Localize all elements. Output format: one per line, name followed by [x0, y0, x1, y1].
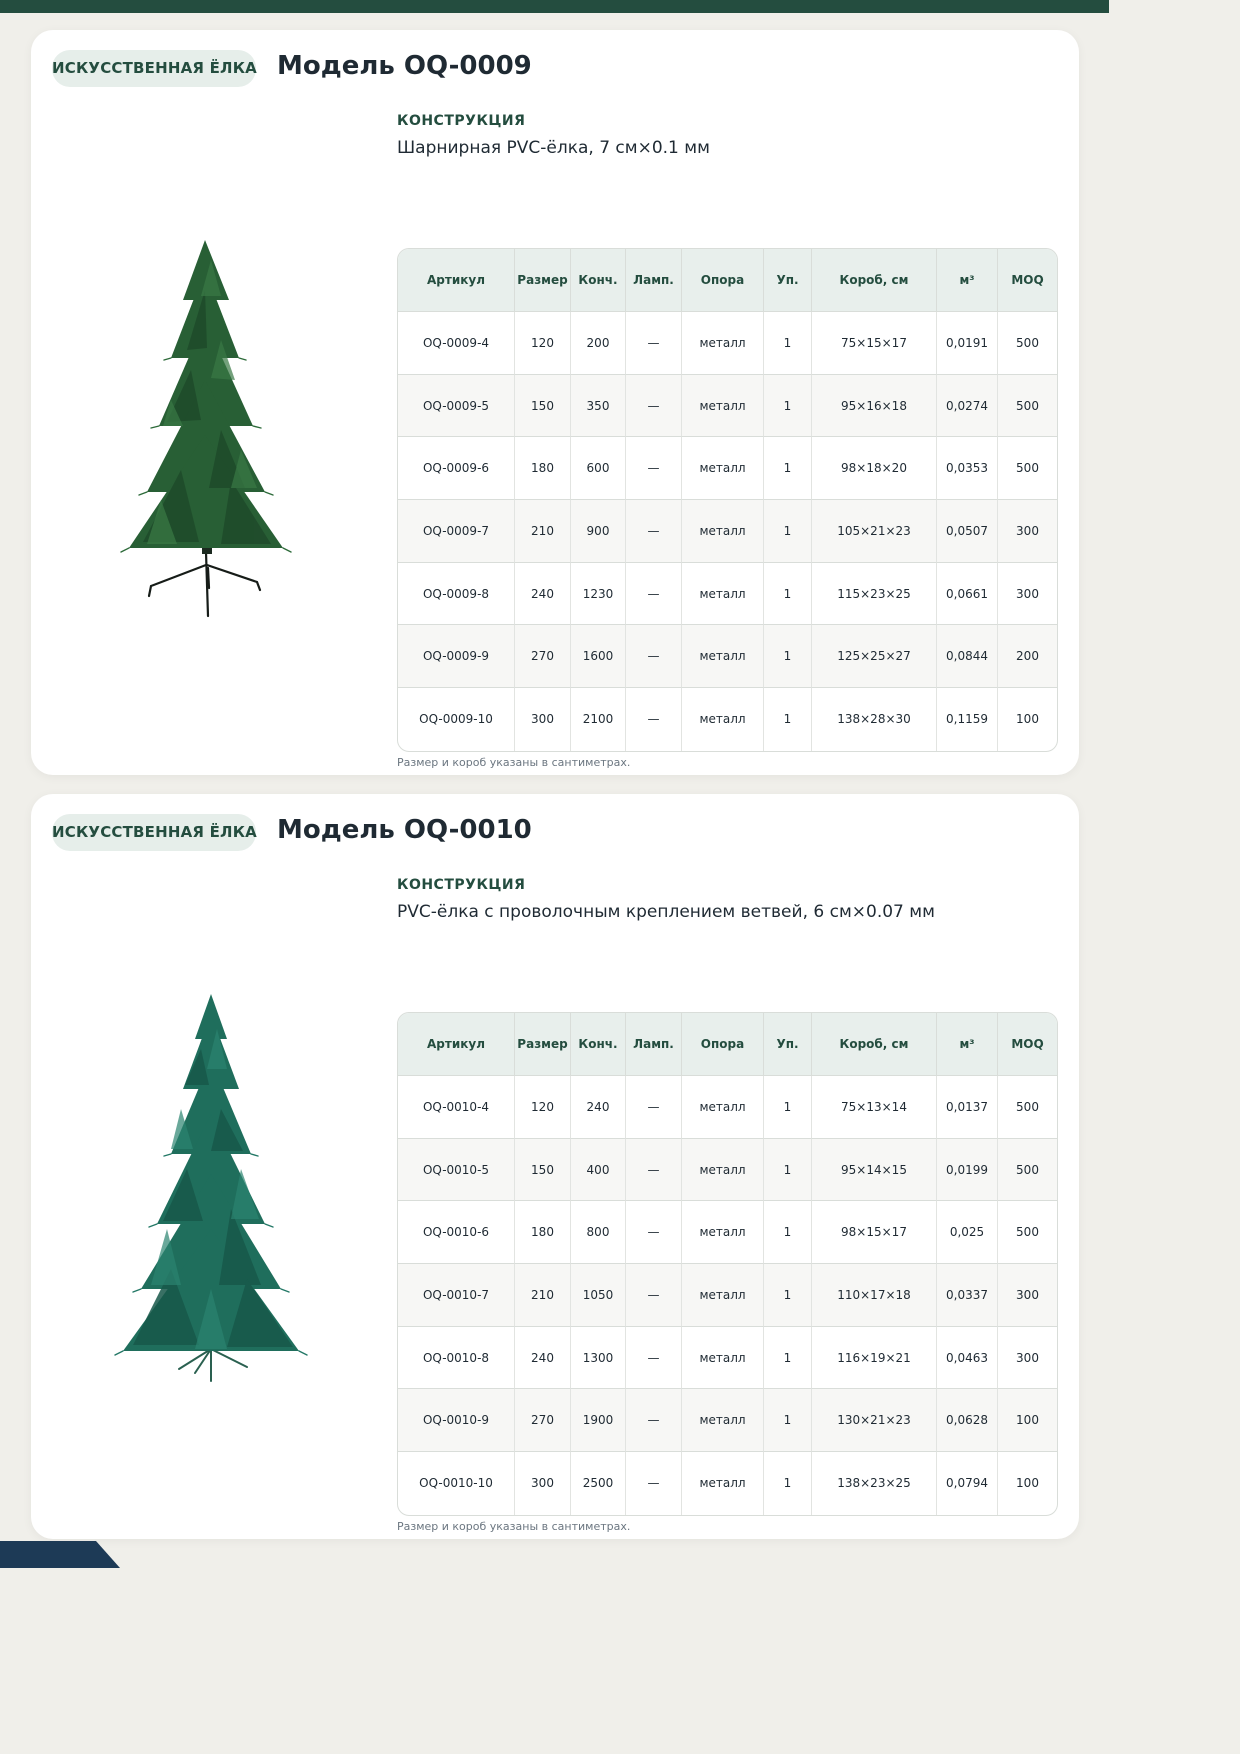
cell-lamps: — — [626, 312, 682, 375]
corner-decoration — [0, 1541, 120, 1568]
cell-volume: 0,0353 — [937, 437, 998, 500]
cell-lamps: — — [626, 1264, 682, 1327]
cell-box: 98×15×17 — [812, 1201, 937, 1264]
cell-lamps: — — [626, 1201, 682, 1264]
cell-size: 240 — [515, 563, 571, 626]
table-row — [398, 1327, 1057, 1390]
cell-size: 180 — [515, 1201, 571, 1264]
cell-stand: металл — [682, 688, 764, 751]
cell-moq: 500 — [998, 1201, 1057, 1264]
cell-volume: 0,0337 — [937, 1264, 998, 1327]
cell-size: 180 — [515, 437, 571, 500]
column-header: Артикул — [398, 249, 515, 312]
cell-tips: 1230 — [571, 563, 626, 626]
column-header: Ламп. — [626, 249, 682, 312]
cell-pack: 1 — [764, 1139, 812, 1202]
cell-lamps: — — [626, 500, 682, 563]
christmas-tree-icon — [71, 230, 351, 630]
cell-lamps: — — [626, 1389, 682, 1452]
cell-box: 98×18×20 — [812, 437, 937, 500]
column-header: Размер — [515, 1013, 571, 1076]
cell-box: 138×28×30 — [812, 688, 937, 751]
cell-lamps: — — [626, 1076, 682, 1139]
cell-sku: OQ-0009-9 — [398, 625, 515, 688]
cell-pack: 1 — [764, 1452, 812, 1515]
model-title: Модель OQ-0010 — [277, 815, 532, 845]
cell-sku: OQ-0010-4 — [398, 1076, 515, 1139]
column-header: Артикул — [398, 1013, 515, 1076]
cell-box: 95×14×15 — [812, 1139, 937, 1202]
cell-moq: 500 — [998, 375, 1057, 438]
column-header: Короб, см — [812, 1013, 937, 1076]
cell-sku: OQ-0009-6 — [398, 437, 515, 500]
cell-volume: 0,0274 — [937, 375, 998, 438]
cell-pack: 1 — [764, 625, 812, 688]
table-footnote: Размер и короб указаны в сантиметрах. — [397, 1520, 631, 1533]
cell-stand: металл — [682, 437, 764, 500]
cell-stand: металл — [682, 312, 764, 375]
product-card-oq-0009 — [31, 30, 1079, 775]
cell-sku: OQ-0009-8 — [398, 563, 515, 626]
product-image — [71, 989, 351, 1389]
cell-box: 115×23×25 — [812, 563, 937, 626]
cell-sku: OQ-0010-9 — [398, 1389, 515, 1452]
cell-stand: металл — [682, 625, 764, 688]
cell-tips: 800 — [571, 1201, 626, 1264]
column-header: Уп. — [764, 1013, 812, 1076]
table-row — [398, 625, 1057, 688]
cell-lamps: — — [626, 437, 682, 500]
cell-volume: 0,025 — [937, 1201, 998, 1264]
table-row — [398, 1076, 1057, 1139]
cell-stand: металл — [682, 1076, 764, 1139]
cell-volume: 0,0628 — [937, 1389, 998, 1452]
cell-size: 150 — [515, 375, 571, 438]
cell-box: 95×16×18 — [812, 375, 937, 438]
cell-lamps: — — [626, 563, 682, 626]
cell-moq: 500 — [998, 312, 1057, 375]
cell-moq: 300 — [998, 500, 1057, 563]
cell-box: 138×23×25 — [812, 1452, 937, 1515]
cell-stand: металл — [682, 563, 764, 626]
cell-tips: 350 — [571, 375, 626, 438]
category-badge: ИСКУССТВЕННАЯ ЁЛКА — [52, 50, 256, 87]
cell-box: 110×17×18 — [812, 1264, 937, 1327]
cell-pack: 1 — [764, 1327, 812, 1390]
cell-volume: 0,0137 — [937, 1076, 998, 1139]
product-card-oq-0010 — [31, 794, 1079, 1539]
table-row — [398, 1452, 1057, 1515]
table-row — [398, 500, 1057, 563]
product-image — [71, 230, 351, 630]
cell-sku: OQ-0009-5 — [398, 375, 515, 438]
cell-lamps: — — [626, 1327, 682, 1390]
cell-size: 150 — [515, 1139, 571, 1202]
cell-sku: OQ-0010-10 — [398, 1452, 515, 1515]
cell-moq: 300 — [998, 1327, 1057, 1390]
cell-pack: 1 — [764, 688, 812, 751]
column-header: Короб, см — [812, 249, 937, 312]
cell-tips: 240 — [571, 1076, 626, 1139]
cell-volume: 0,0507 — [937, 500, 998, 563]
cell-box: 116×19×21 — [812, 1327, 937, 1390]
cell-tips: 600 — [571, 437, 626, 500]
cell-moq: 300 — [998, 563, 1057, 626]
cell-tips: 1050 — [571, 1264, 626, 1327]
cell-size: 300 — [515, 1452, 571, 1515]
cell-pack: 1 — [764, 1076, 812, 1139]
cell-stand: металл — [682, 500, 764, 563]
table-row — [398, 1264, 1057, 1327]
cell-size: 240 — [515, 1327, 571, 1390]
cell-volume: 0,1159 — [937, 688, 998, 751]
cell-tips: 900 — [571, 500, 626, 563]
table-footnote: Размер и короб указаны в сантиметрах. — [397, 756, 631, 769]
cell-pack: 1 — [764, 312, 812, 375]
cell-volume: 0,0794 — [937, 1452, 998, 1515]
specifications-table — [397, 1012, 1058, 1516]
column-header: MOQ — [998, 1013, 1057, 1076]
table-row — [398, 1201, 1057, 1264]
cell-tips: 1600 — [571, 625, 626, 688]
cell-pack: 1 — [764, 500, 812, 563]
column-header: Уп. — [764, 249, 812, 312]
cell-moq: 500 — [998, 1139, 1057, 1202]
column-header: Ламп. — [626, 1013, 682, 1076]
cell-pack: 1 — [764, 437, 812, 500]
cell-tips: 1900 — [571, 1389, 626, 1452]
cell-pack: 1 — [764, 563, 812, 626]
cell-pack: 1 — [764, 1389, 812, 1452]
cell-box: 75×15×17 — [812, 312, 937, 375]
cell-stand: металл — [682, 1389, 764, 1452]
column-header: Конч. — [571, 1013, 626, 1076]
cell-stand: металл — [682, 1452, 764, 1515]
table-row — [398, 1139, 1057, 1202]
cell-box: 75×13×14 — [812, 1076, 937, 1139]
cell-size: 270 — [515, 625, 571, 688]
cell-stand: металл — [682, 375, 764, 438]
cell-stand: металл — [682, 1139, 764, 1202]
cell-sku: OQ-0010-7 — [398, 1264, 515, 1327]
cell-size: 270 — [515, 1389, 571, 1452]
table-row — [398, 688, 1057, 751]
table-row — [398, 437, 1057, 500]
construction-label: КОНСТРУКЦИЯ — [397, 877, 526, 893]
cell-tips: 1300 — [571, 1327, 626, 1390]
cell-volume: 0,0463 — [937, 1327, 998, 1390]
cell-lamps: — — [626, 1452, 682, 1515]
column-header: м³ — [937, 1013, 998, 1076]
cell-sku: OQ-0010-5 — [398, 1139, 515, 1202]
christmas-tree-icon — [71, 989, 351, 1389]
cell-lamps: — — [626, 375, 682, 438]
cell-moq: 200 — [998, 625, 1057, 688]
cell-box: 105×21×23 — [812, 500, 937, 563]
cell-moq: 500 — [998, 1076, 1057, 1139]
table-row — [398, 563, 1057, 626]
cell-stand: металл — [682, 1264, 764, 1327]
cell-sku: OQ-0009-7 — [398, 500, 515, 563]
cell-size: 120 — [515, 1076, 571, 1139]
cell-box: 125×25×27 — [812, 625, 937, 688]
cell-stand: металл — [682, 1327, 764, 1390]
construction-description: Шарнирная PVC-ёлка, 7 см×0.1 мм — [397, 138, 710, 158]
cell-volume: 0,0199 — [937, 1139, 998, 1202]
cell-size: 210 — [515, 1264, 571, 1327]
cell-tips: 400 — [571, 1139, 626, 1202]
cell-moq: 300 — [998, 1264, 1057, 1327]
cell-moq: 100 — [1016, 712, 1039, 727]
cell-moq: 100 — [998, 1389, 1057, 1452]
model-title: Модель OQ-0009 — [277, 51, 532, 81]
cell-pack: 1 — [764, 375, 812, 438]
cell-volume: 0,0661 — [937, 563, 998, 626]
cell-sku: OQ-0010-6 — [398, 1201, 515, 1264]
column-header: Размер — [515, 249, 571, 312]
column-header: Опора — [682, 249, 764, 312]
category-badge: ИСКУССТВЕННАЯ ЁЛКА — [52, 814, 256, 851]
specifications-table — [397, 248, 1058, 752]
cell-tips: 2100 — [571, 688, 626, 751]
cell-moq: 100 — [1016, 1476, 1039, 1491]
construction-label: КОНСТРУКЦИЯ — [397, 113, 526, 129]
table-row — [398, 1389, 1057, 1452]
cell-volume: 0,0844 — [937, 625, 998, 688]
cell-size: 120 — [515, 312, 571, 375]
column-header: м³ — [937, 249, 998, 312]
cell-moq: 500 — [998, 437, 1057, 500]
cell-size: 300 — [515, 688, 571, 751]
cell-stand: металл — [682, 1201, 764, 1264]
cell-tips: 200 — [571, 312, 626, 375]
cell-sku: OQ-0009-4 — [398, 312, 515, 375]
cell-tips: 2500 — [571, 1452, 626, 1515]
cell-lamps: — — [626, 625, 682, 688]
table-row — [398, 312, 1057, 375]
cell-volume: 0,0191 — [937, 312, 998, 375]
construction-description: PVC-ёлка с проволочным креплением ветвей, 6 см×0.07 мм — [397, 902, 935, 922]
column-header: Конч. — [571, 249, 626, 312]
cell-size: 210 — [515, 500, 571, 563]
top-accent-bar — [0, 0, 1109, 13]
table-header-row — [398, 1013, 1057, 1076]
cell-pack: 1 — [764, 1201, 812, 1264]
cell-sku: OQ-0010-8 — [398, 1327, 515, 1390]
cell-sku: OQ-0009-10 — [398, 688, 515, 751]
cell-box: 130×21×23 — [812, 1389, 937, 1452]
cell-pack: 1 — [764, 1264, 812, 1327]
column-header: MOQ — [998, 249, 1057, 312]
cell-lamps: — — [626, 688, 682, 751]
cell-lamps: — — [626, 1139, 682, 1202]
table-header-row — [398, 249, 1057, 312]
column-header: Опора — [682, 1013, 764, 1076]
table-row — [398, 375, 1057, 438]
